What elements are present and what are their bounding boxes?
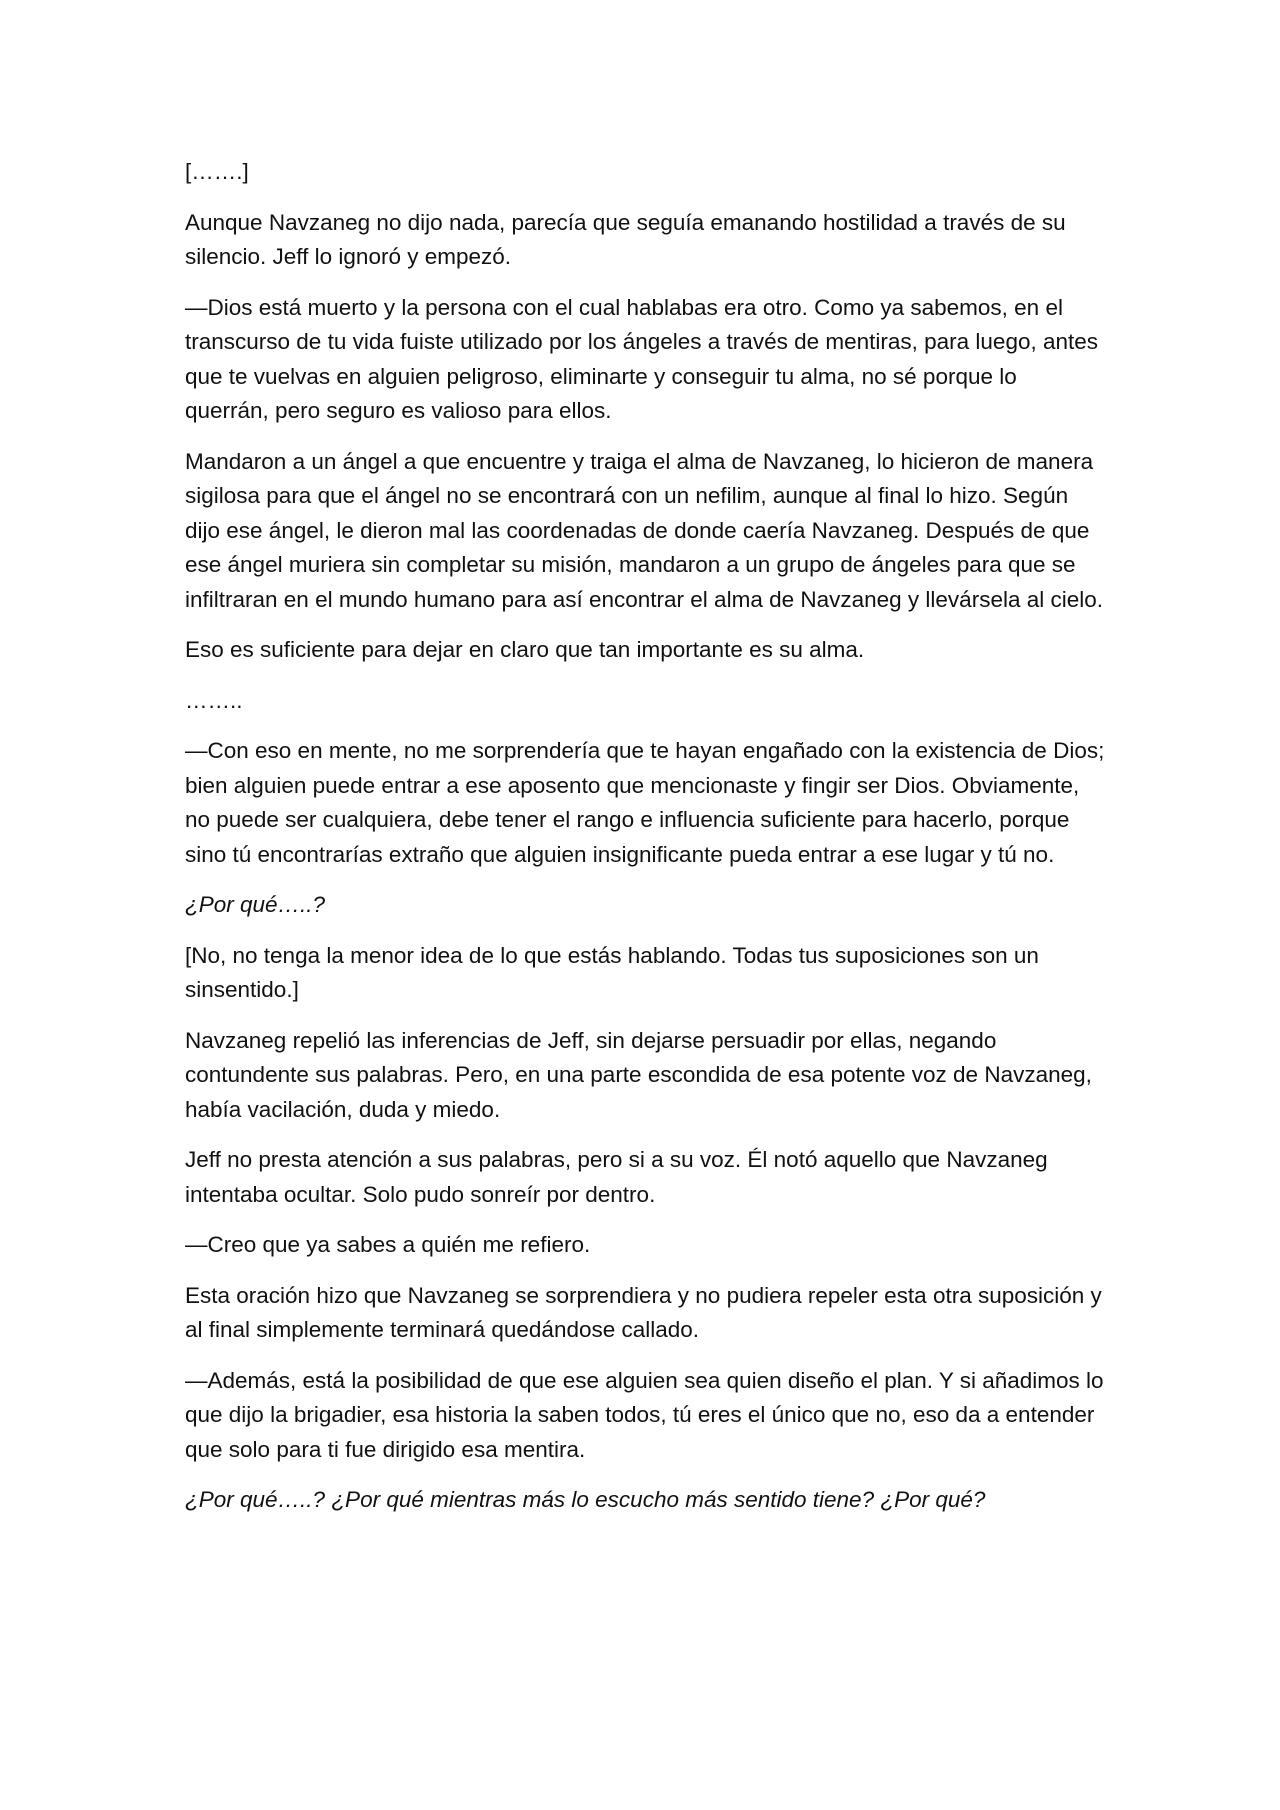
paragraph-6: …….. <box>185 687 243 713</box>
paragraph-8: ¿Por qué…..? <box>185 892 326 917</box>
paragraph-9: [No, no tenga la menor idea de lo que estás hablando. Todas tus suposiciones son un sinsentido.] <box>185 942 1039 1002</box>
paragraph-15: ¿Por qué…..? ¿Por qué mientras más lo escucho más sentido tiene? ¿Por qué? <box>185 1487 986 1512</box>
paragraph-3: —Dios está muerto y la persona con el cual hablabas era otro. Como ya sabemos, en el transcurso de tu vida fuiste utilizado por los ángeles a través de mentiras, para luego, antes que te vuelvas en alguien peligroso, eliminarte y conseguir tu alma, no sé porque lo querrán, pero seguro es valioso para ellos. <box>185 294 1099 423</box>
paragraph-4: Mandaron a un ángel a que encuentre y traiga el alma de Navzaneg, lo hicieron de manera sigilosa para que el ángel no se encontrará con un nefilim, aunque al final lo hizo. Según dijo ese ángel, le dieron mal las coordenadas de donde caería Navzaneg. Después de que ese ángel muriera sin completar su misión, mandaron a un grupo de ángeles para que se infiltraran en el mundo humano para así encontrar el alma de Navzaneg y llevársela al cielo. <box>185 448 1104 612</box>
paragraph-2: Aunque Navzaneg no dijo nada, parecía que seguía emanando hostilidad a través de su silencio. Jeff lo ignoró y empezó. <box>185 209 1066 269</box>
paragraph-10: Navzaneg repelió las inferencias de Jeff, sin dejarse persuadir por ellas, negando contundente sus palabras. Pero, en una parte escondida de esa potente voz de Navzaneg, había vacilación, duda y miedo. <box>185 1027 1092 1122</box>
paragraph-1: […….] <box>185 159 249 184</box>
paragraph-5: Eso es suficiente para dejar en claro que tan importante es su alma. <box>185 637 865 662</box>
paragraph-7: —Con eso en mente, no me sorprendería que te hayan engañado con la existencia de Dios; bien alguien puede entrar a ese aposento que mencionaste y fingir ser Dios. Obviamente, no puede ser cualquiera, debe tener el rango e influencia suficiente para hacerlo, porque sino tú encontrarías extraño que alguien insignificante pueda entrar a ese lugar y tú no. <box>185 738 1105 867</box>
paragraph-14: —Además, está la posibilidad de que ese alguien sea quien diseño el plan. Y si añadimos lo que dijo la brigadier, esa historia la saben todos, tú eres el único que no, eso da a entender que solo para ti fue dirigido esa mentira. <box>185 1367 1104 1462</box>
paragraph-12: —Creo que ya sabes a quién me refiero. <box>185 1232 591 1257</box>
document-body <box>185 155 1105 1534</box>
paragraph-13: Esta oración hizo que Navzaneg se sorprendiera y no pudiera repeler esta otra suposición y al final simplemente terminará quedándose callado. <box>185 1282 1102 1342</box>
paragraph-11: Jeff no presta atención a sus palabras, pero si a su voz. Él notó aquello que Navzaneg intentaba ocultar. Solo pudo sonreír por dentro. <box>185 1147 1048 1207</box>
